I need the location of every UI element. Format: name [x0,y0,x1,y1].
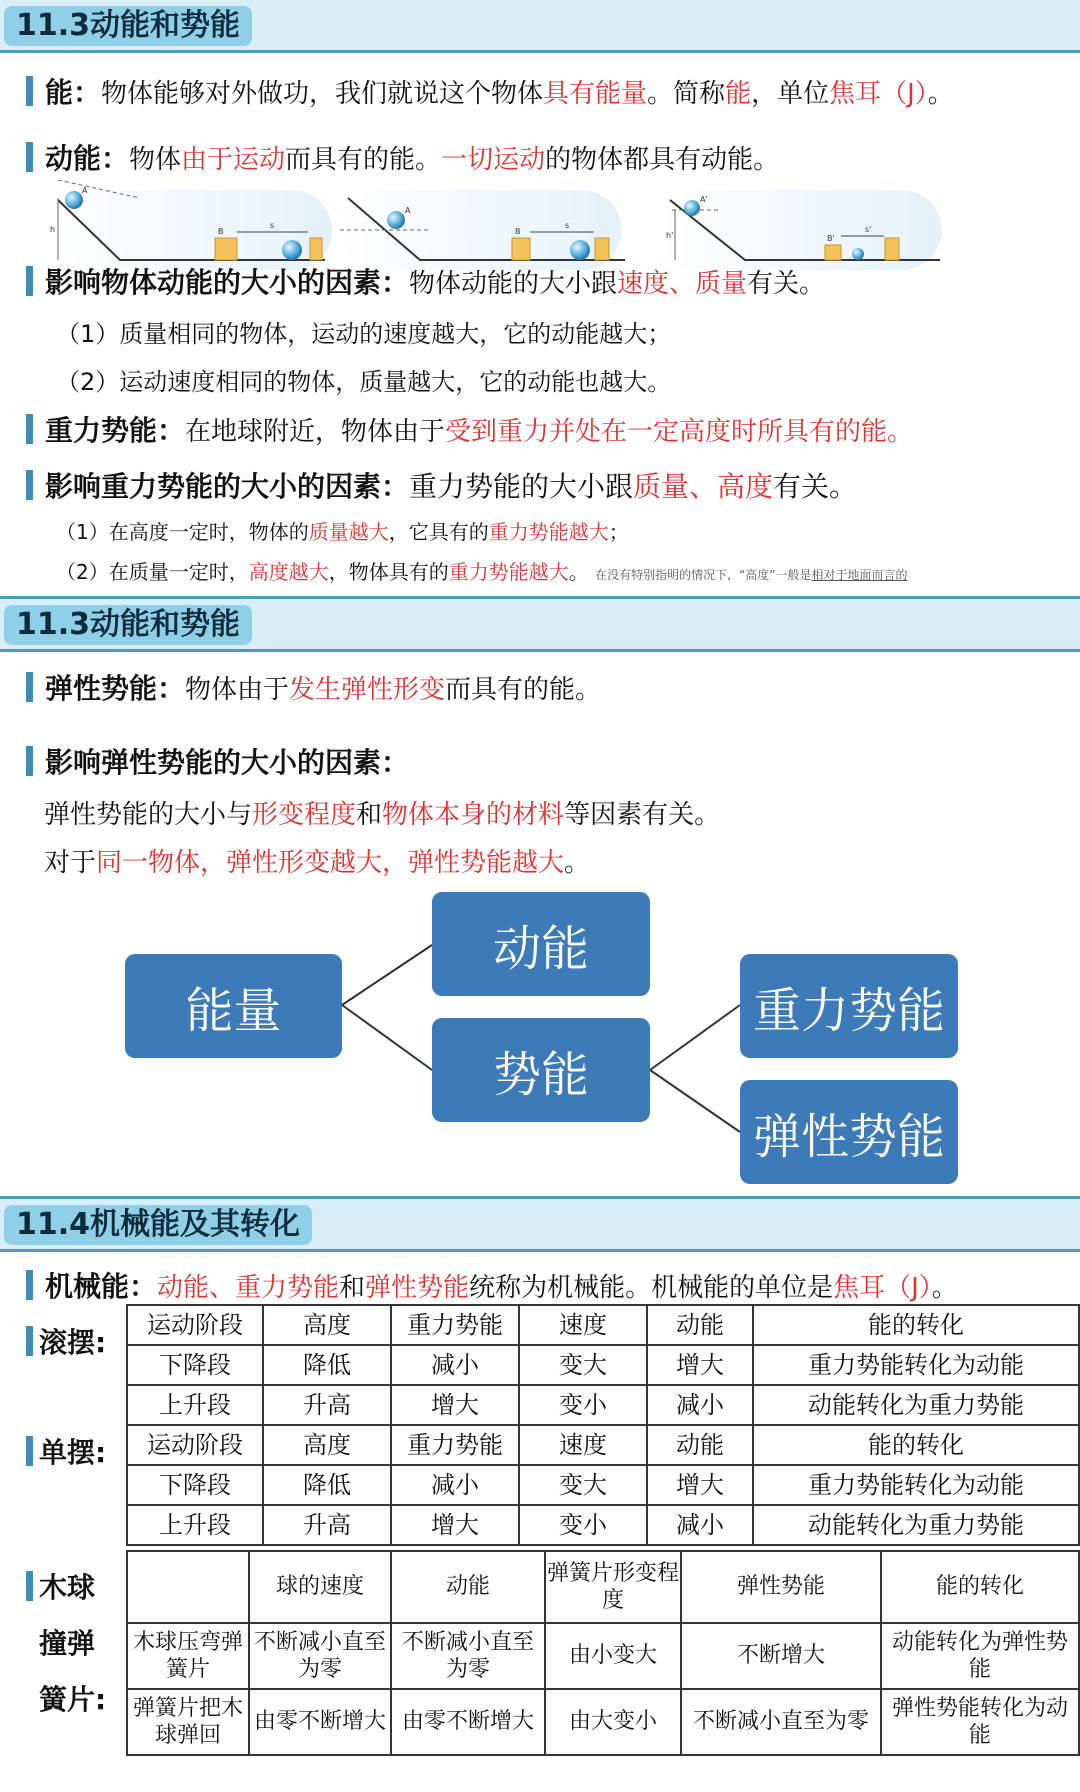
label-h1: h [50,225,56,234]
gravity-factor-2: （2）在质量一定时，高度越大，物体具有的重力势能越大。 在没有特别指明的情况下，“高度”一般是相对于地面而言的 [56,560,908,584]
kinetic-factors: 影响物体动能的大小的因素：物体动能的大小跟速度、质量有关。 [26,266,825,301]
rolling-table-cell: 升高 [263,1385,391,1425]
node-energy: 能量 [125,954,342,1058]
pendulum-table-cell: 增大 [391,1505,519,1545]
bullet-bar [26,142,33,172]
section-banner-3 [0,1196,1080,1252]
pendulum-table-cell: 变大 [519,1465,647,1505]
rolling-table-cell: 减小 [647,1385,753,1425]
ball-spring-label: 木球 撞弹 簧片: [26,1560,106,1728]
pendulum-table-cell: 重力势能转化为动能 [753,1465,1079,1505]
rolling-table-row [127,1305,1079,1345]
bullet-bar [26,746,33,776]
gravity-factor-1: （1）在高度一定时，物体的质量越大，它具有的重力势能越大； [56,520,629,544]
pendulum-table-cell: 重力势能 [391,1425,519,1465]
rolling-pendulum-label: 滚摆: [26,1326,106,1360]
label-h3: h' [666,231,674,240]
ball-table-cell: 弹性势能转化为动能 [881,1689,1079,1755]
ball-table-cell: 由大变小 [545,1689,681,1755]
rolling-table-cell: 增大 [391,1385,519,1425]
bullet-bar [26,266,33,296]
pendulum-table-cell: 运动阶段 [127,1425,263,1465]
ball-table-cell: 弹簧片形变程度 [545,1551,681,1623]
ball-table-cell: 能的转化 [881,1551,1079,1623]
label-b1: B [218,227,224,236]
rolling-table-cell: 速度 [519,1305,647,1345]
simple-pendulum-table [126,1424,1080,1546]
pendulum-table-cell: 降低 [263,1465,391,1505]
section-title-3: 11.4机械能及其转化 [4,1205,312,1245]
label-b2: B [515,227,521,236]
rolling-table-cell: 能的转化 [753,1305,1079,1345]
rolling-table-cell: 降低 [263,1345,391,1385]
pendulum-table-cell: 速度 [519,1425,647,1465]
pendulum-table-cell: 减小 [391,1465,519,1505]
section-title-2: 11.3动能和势能 [4,605,252,645]
ball-table-cell: 动能 [391,1551,545,1623]
pendulum-table-row [127,1465,1079,1505]
label-s2: s [565,221,570,230]
pendulum-table-cell: 增大 [647,1465,753,1505]
gravity-factors: 影响重力势能的大小的因素：重力势能的大小跟质量、高度有关。 [26,470,857,504]
section-title-1: 11.3动能和势能 [4,6,252,46]
ball-table-row [127,1551,1079,1623]
rolling-table-cell: 重力势能 [391,1305,519,1345]
ball-table-cell: 由小变大 [545,1623,681,1689]
height-note: 在没有特别指明的情况下，“高度”一般是相对于地面而言的 [595,568,908,582]
ball-table-cell: 木球压弯弹簧片 [127,1623,249,1689]
label-s1: s [270,221,275,230]
rolling-table-cell: 动能 [647,1305,753,1345]
label-a2: A [405,206,411,215]
rolling-table-cell: 动能转化为重力势能 [753,1385,1079,1425]
pendulum-table-cell: 高度 [263,1425,391,1465]
pendulum-table-cell: 减小 [647,1505,753,1545]
node-elastic: 弹性势能 [740,1080,958,1184]
label-a3: A' [700,195,708,204]
mechanical-definition: 机械能：动能、重力势能和弹性势能统称为机械能。机械能的单位是焦耳（J）。 [26,1270,958,1305]
ball-table-cell [127,1551,249,1623]
ramp-figure-1 [50,180,325,260]
kinetic-factor-1: （1）质量相同的物体，运动的速度越大，它的动能越大； [56,320,672,348]
elastic-factor-2: 对于同一物体，弹性形变越大，弹性势能越大。 [44,848,591,878]
ball-table-cell: 不断减小直至为零 [391,1623,545,1689]
bullet-bar [26,470,33,500]
pendulum-table-cell: 能的转化 [753,1425,1079,1465]
ball-table-cell: 由零不断增大 [391,1689,545,1755]
rolling-table-cell: 高度 [263,1305,391,1345]
rolling-table-cell: 变小 [519,1385,647,1425]
elastic-factors-heading: 影响弹性势能的大小的因素： [26,746,409,781]
bullet-bar [26,1270,33,1300]
node-gravity: 重力势能 [740,954,958,1058]
node-potential: 势能 [432,1018,650,1122]
pendulum-table-cell: 动能 [647,1425,753,1465]
kinetic-factor-2: （2）运动速度相同的物体，质量越大，它的动能也越大。 [56,368,672,396]
ball-table-cell: 动能转化为弹性势能 [881,1623,1079,1689]
rolling-table-row [127,1385,1079,1425]
rolling-table-cell: 重力势能转化为动能 [753,1345,1079,1385]
label-b3: B' [827,234,835,243]
section-banner-2 [0,596,1080,652]
ball-table-cell: 球的速度 [249,1551,391,1623]
rolling-table-cell: 上升段 [127,1385,263,1425]
rolling-table-cell: 减小 [391,1345,519,1385]
ball-table-cell: 不断增大 [681,1623,881,1689]
ball-table-row [127,1689,1079,1755]
ball-spring-table [126,1550,1080,1756]
label-s3: s' [865,225,872,234]
pendulum-table-cell: 下降段 [127,1465,263,1505]
rolling-table-cell: 下降段 [127,1345,263,1385]
pendulum-table-row [127,1425,1079,1465]
ramp-figures [0,180,1080,280]
elastic-definition: 弹性势能：物体由于发生弹性形变而具有的能。 [26,672,601,707]
bullet-bar [26,76,33,106]
ramp-figure-2 [340,198,625,260]
rolling-table-cell: 增大 [647,1345,753,1385]
ramp-figure-3 [666,195,940,260]
ball-table-cell: 由零不断增大 [249,1689,391,1755]
pendulum-table-row [127,1505,1079,1545]
ball-table-cell: 不断减小直至为零 [249,1623,391,1689]
pendulum-table-cell: 升高 [263,1505,391,1545]
ball-table-row [127,1623,1079,1689]
elastic-factor-1: 弹性势能的大小与形变程度和物体本身的材料等因素有关。 [44,800,721,830]
rolling-table-row [127,1345,1079,1385]
node-kinetic: 动能 [432,892,650,996]
section-banner-1 [0,0,1080,53]
rolling-table-cell: 运动阶段 [127,1305,263,1345]
simple-pendulum-label: 单摆: [26,1436,106,1470]
pendulum-table-cell: 动能转化为重力势能 [753,1505,1079,1545]
pendulum-table-cell: 上升段 [127,1505,263,1545]
bullet-bar [26,414,33,444]
bullet-bar [26,672,33,702]
kinetic-definition: 动能：物体由于运动而具有的能。一切运动的物体都具有动能。 [26,142,779,177]
energy-definition: 能：物体能够对外做功，我们就说这个物体具有能量。简称能，单位焦耳（J）。 [26,76,954,111]
ball-table-cell: 不断减小直至为零 [681,1689,881,1755]
ball-table-cell: 弹性势能 [681,1551,881,1623]
rolling-table-cell: 变大 [519,1345,647,1385]
pendulum-table-cell: 变小 [519,1505,647,1545]
ball-table-cell: 弹簧片把木球弹回 [127,1689,249,1755]
gravity-definition: 重力势能：在地球附近，物体由于受到重力并处在一定高度时所具有的能。 [26,414,913,449]
rolling-pendulum-table [126,1304,1080,1426]
label-a1: A [82,186,88,195]
